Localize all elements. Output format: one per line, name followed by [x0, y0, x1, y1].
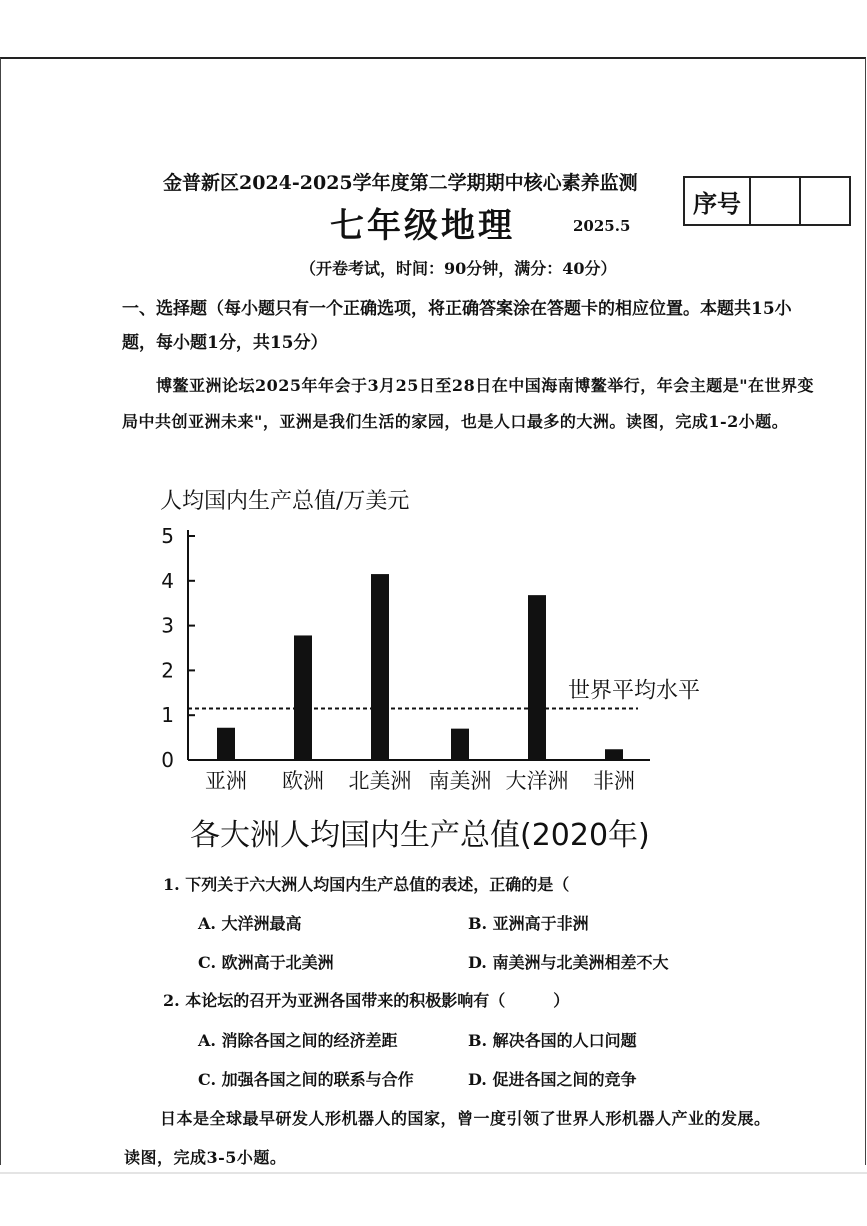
world-average-label: 世界平均水平 — [568, 678, 701, 704]
y-tick-label: 0 — [161, 748, 174, 772]
y-tick-label: 2 — [161, 658, 174, 683]
chart-bar — [605, 749, 623, 760]
sequence-number-box — [683, 176, 851, 226]
question-2-option-d[interactable]: D. 促进各国之间的竞争 — [468, 1070, 637, 1089]
x-category-label: 亚洲 — [205, 769, 247, 793]
sequence-cell[interactable] — [801, 178, 849, 224]
question-1-option-b[interactable]: B. 亚洲高于非洲 — [468, 914, 589, 933]
exam-title: 金普新区2024-2025学年度第二学期期中核心素养监测 — [163, 172, 638, 194]
chart-title: 各大洲人均国内生产总值(2020年) — [190, 818, 650, 853]
chart-bar — [528, 595, 546, 760]
sequence-cell[interactable] — [751, 178, 801, 224]
chart-y-axis-label: 人均国内生产总值/万美元 — [160, 489, 410, 514]
y-tick-label: 3 — [161, 613, 174, 638]
exam-date: 2025.5 — [573, 217, 631, 235]
passage-2-line-1: 日本是全球最早研发人形机器人的国家，曾一度引领了世界人形机器人产业的发展。 — [160, 1109, 771, 1128]
y-tick-label: 1 — [161, 703, 174, 728]
chart-canvas — [150, 484, 750, 804]
x-category-label: 北美洲 — [348, 769, 412, 793]
y-tick-label: 5 — [161, 524, 174, 548]
chart-bar — [371, 574, 389, 760]
bottom-divider — [0, 1172, 867, 1174]
section-heading: 一、选择题（每小题只有一个正确选项，将正确答案涂在答题卡的相应位置。本题共15小题，每小题1分，共15分） — [122, 299, 792, 353]
chart-bar — [451, 729, 469, 760]
sequence-label: 序号 — [685, 178, 751, 224]
question-1-option-c[interactable]: C. 欧洲高于北美洲 — [198, 953, 334, 972]
question-2-option-a[interactable]: A. 消除各国之间的经济差距 — [198, 1031, 398, 1050]
reading-passage: 博鳌亚洲论坛2025年年会于3月25日至28日在中国海南博鳌举行，年会主题是"在世界变局中共创亚洲未来"，亚洲是我们生活的家园，也是人口最多的大洲。读图，完成1-2小题。 — [122, 376, 815, 431]
x-category-label: 南美洲 — [428, 769, 492, 793]
question-1-stem: 1. 下列关于六大洲人均国内生产总值的表述，正确的是（ — [163, 875, 570, 894]
question-2-option-b[interactable]: B. 解决各国的人口问题 — [468, 1031, 637, 1050]
x-category-label: 非洲 — [593, 769, 635, 793]
passage-2-line-2: 读图，完成3-5小题。 — [124, 1148, 287, 1167]
question-2-option-c[interactable]: C. 加强各国之间的联系与合作 — [198, 1070, 414, 1089]
bar-chart — [150, 484, 750, 804]
question-2-stem: 2. 本论坛的召开为亚洲各国带来的积极影响有（ ） — [163, 991, 570, 1010]
y-tick-label: 4 — [161, 568, 174, 593]
chart-bar — [294, 635, 312, 760]
subject-title: 七年级地理 — [330, 206, 515, 246]
exam-info: （开卷考试，时间：90分钟，满分：40分） — [300, 259, 617, 278]
x-category-label: 大洋洲 — [505, 769, 569, 793]
question-1-option-d[interactable]: D. 南美洲与北美洲相差不大 — [468, 953, 669, 972]
x-category-label: 欧洲 — [282, 769, 324, 793]
chart-bar — [217, 728, 235, 760]
question-1-option-a[interactable]: A. 大洋洲最高 — [198, 914, 302, 933]
